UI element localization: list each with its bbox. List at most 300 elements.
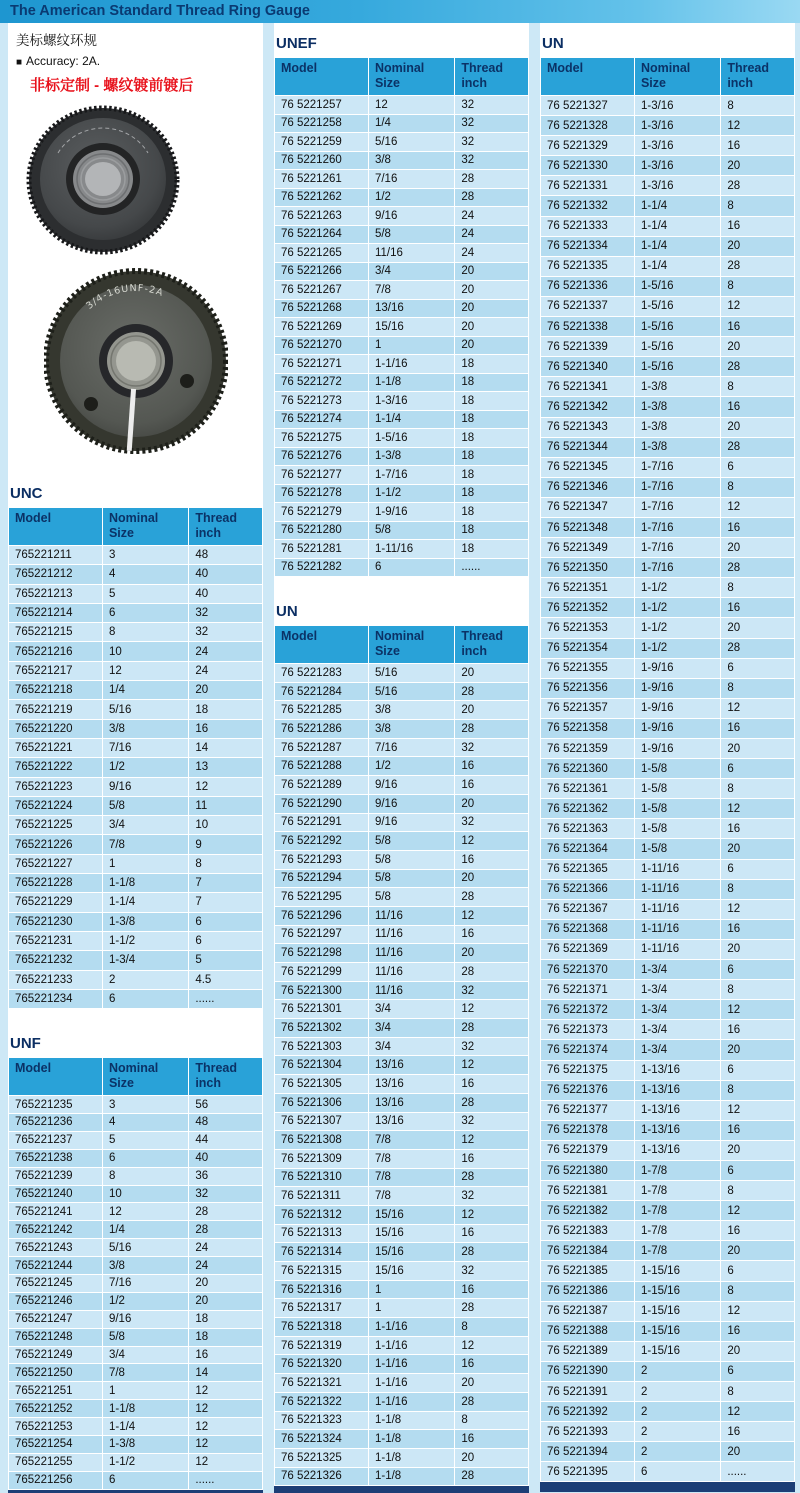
model-cell: 76 5221349 <box>541 538 635 558</box>
thread-cell: 20 <box>721 1341 795 1361</box>
model-cell: 76 5221287 <box>275 738 369 757</box>
section-label-unef: UNEF <box>274 23 529 57</box>
thread-cell: 28 <box>455 720 529 739</box>
nominal-size-cell: 1-3/4 <box>634 980 720 1000</box>
nominal-size-cell: 1 <box>368 336 454 355</box>
table-row <box>275 1318 529 1337</box>
table-row <box>275 1262 529 1281</box>
nominal-size-cell: 15/16 <box>368 1205 454 1224</box>
model-cell: 765221221 <box>9 738 103 757</box>
table-row <box>9 1149 263 1167</box>
nominal-size-cell: 13/16 <box>368 1112 454 1131</box>
table-row <box>275 1355 529 1374</box>
model-cell: 76 5221384 <box>541 1241 635 1261</box>
model-cell: 76 5221355 <box>541 658 635 678</box>
header-row <box>275 626 529 664</box>
nominal-size-cell: 3/8 <box>368 151 454 170</box>
table-row <box>275 392 529 411</box>
model-cell: 76 5221356 <box>541 678 635 698</box>
nominal-size-cell: 15/16 <box>368 1243 454 1262</box>
nominal-size-cell: 1-3/16 <box>634 96 720 116</box>
model-cell: 76 5221258 <box>275 114 369 133</box>
nominal-size-cell: 13/16 <box>368 1093 454 1112</box>
thread-cell: 16 <box>721 919 795 939</box>
nominal-size-cell: 1-1/4 <box>634 256 720 276</box>
table-row <box>541 658 795 678</box>
table-row <box>275 1149 529 1168</box>
nominal-size-cell: 15/16 <box>368 318 454 337</box>
table-row <box>275 373 529 392</box>
model-cell: 76 5221273 <box>275 392 369 411</box>
model-cell: 765221242 <box>9 1221 103 1239</box>
model-cell: 765221225 <box>9 816 103 835</box>
model-cell: 765221229 <box>9 893 103 912</box>
thread-cell: 8 <box>721 779 795 799</box>
thread-cell: 20 <box>721 156 795 176</box>
nominal-size-cell: 1-1/4 <box>634 236 720 256</box>
model-cell: 76 5221371 <box>541 980 635 1000</box>
model-cell: 76 5221309 <box>275 1149 369 1168</box>
thread-cell: 20 <box>455 281 529 300</box>
thread-cell: 16 <box>189 1346 263 1364</box>
thread-cell: 12 <box>189 1400 263 1418</box>
model-cell: 76 5221323 <box>275 1411 369 1430</box>
thread-cell: 6 <box>721 960 795 980</box>
model-cell: 76 5221375 <box>541 1060 635 1080</box>
thread-cell: 7 <box>189 893 263 912</box>
thread-cell: 16 <box>721 598 795 618</box>
model-cell: 765221246 <box>9 1292 103 1310</box>
table-row <box>541 558 795 578</box>
table-row <box>275 355 529 374</box>
model-cell: 76 5221262 <box>275 188 369 207</box>
model-cell: 76 5221395 <box>541 1462 635 1482</box>
thread-cell: 12 <box>455 906 529 925</box>
nominal-size-cell: 11/16 <box>368 981 454 1000</box>
table-row <box>9 1382 263 1400</box>
table-row <box>541 1140 795 1160</box>
nominal-size-cell: 7/8 <box>368 1187 454 1206</box>
thread-cell: 48 <box>189 546 263 565</box>
thread-cell: 18 <box>455 392 529 411</box>
nominal-size-cell: 1-9/16 <box>368 503 454 522</box>
nominal-size-cell: 7/8 <box>102 835 188 854</box>
model-cell: 76 5221300 <box>275 981 369 1000</box>
thread-cell: 7 <box>189 874 263 893</box>
table-row <box>275 207 529 226</box>
model-cell: 76 5221364 <box>541 839 635 859</box>
nominal-size-cell: 6 <box>102 1149 188 1167</box>
nominal-size-cell: 1-7/8 <box>634 1181 720 1201</box>
nominal-size-cell: 1-15/16 <box>634 1341 720 1361</box>
nominal-size-cell: 6 <box>102 603 188 622</box>
model-cell: 76 5221378 <box>541 1120 635 1140</box>
model-cell: 76 5221390 <box>541 1361 635 1381</box>
table-row <box>9 1364 263 1382</box>
column-header: Model <box>541 58 635 96</box>
table-row <box>541 799 795 819</box>
model-cell: 76 5221328 <box>541 116 635 136</box>
table-row <box>275 170 529 189</box>
model-cell: 765221216 <box>9 642 103 661</box>
thread-cell: 32 <box>455 981 529 1000</box>
table-row <box>541 819 795 839</box>
model-cell: 76 5221285 <box>275 701 369 720</box>
nominal-size-cell: 1-3/16 <box>634 176 720 196</box>
model-cell: 765221245 <box>9 1275 103 1293</box>
table-row <box>541 1301 795 1321</box>
table-row <box>275 925 529 944</box>
table-row <box>275 963 529 982</box>
thread-cell: 8 <box>721 879 795 899</box>
model-cell: 76 5221380 <box>541 1160 635 1180</box>
nominal-size-cell: 3/4 <box>368 262 454 281</box>
table-row <box>275 682 529 701</box>
model-cell: 76 5221369 <box>541 939 635 959</box>
model-cell: 76 5221290 <box>275 794 369 813</box>
nominal-size-cell: 5 <box>102 1131 188 1149</box>
thread-cell: 18 <box>455 410 529 429</box>
table-row <box>9 989 263 1008</box>
thread-cell: 48 <box>189 1114 263 1132</box>
table-row <box>541 116 795 136</box>
nominal-size-cell: 3/8 <box>368 701 454 720</box>
nominal-size-cell: 1-5/16 <box>634 276 720 296</box>
model-cell: 76 5221297 <box>275 925 369 944</box>
model-cell: 76 5221392 <box>541 1402 635 1422</box>
nominal-size-cell: 1/2 <box>102 1292 188 1310</box>
table-row <box>541 477 795 497</box>
nominal-size-cell: 7/16 <box>368 738 454 757</box>
model-cell: 76 5221334 <box>541 236 635 256</box>
model-cell: 765221244 <box>9 1257 103 1275</box>
thread-cell: ...... <box>189 989 263 1008</box>
thread-cell: 16 <box>455 1355 529 1374</box>
column-header: Thread inch <box>189 1058 263 1096</box>
thread-cell: 18 <box>455 447 529 466</box>
thread-cell: 20 <box>721 1140 795 1160</box>
table-row <box>541 1221 795 1241</box>
model-cell: 76 5221365 <box>541 859 635 879</box>
header-row <box>541 58 795 96</box>
model-cell: 765221232 <box>9 951 103 970</box>
nominal-size-cell: 13/16 <box>368 299 454 318</box>
thread-cell: 28 <box>455 1093 529 1112</box>
model-cell: 76 5221327 <box>541 96 635 116</box>
nominal-size-cell: 1-1/8 <box>102 1400 188 1418</box>
nominal-size-cell: 11/16 <box>368 906 454 925</box>
model-cell: 76 5221377 <box>541 1100 635 1120</box>
model-cell: 76 5221326 <box>275 1467 369 1486</box>
thread-cell: 20 <box>455 299 529 318</box>
nominal-size-cell: 1-1/4 <box>102 1418 188 1436</box>
model-cell: 765221241 <box>9 1203 103 1221</box>
nominal-size-cell: 1-3/4 <box>102 951 188 970</box>
table-row <box>9 681 263 700</box>
nominal-size-cell: 1-15/16 <box>634 1321 720 1341</box>
thread-cell: 14 <box>189 1364 263 1382</box>
thread-cell: 16 <box>455 850 529 869</box>
nominal-size-cell: 1-1/8 <box>368 1411 454 1430</box>
model-cell: 76 5221264 <box>275 225 369 244</box>
thread-cell: 20 <box>721 1442 795 1462</box>
thread-cell: 16 <box>721 517 795 537</box>
thread-cell: 40 <box>189 565 263 584</box>
table-row <box>275 540 529 559</box>
thread-cell: 32 <box>455 1262 529 1281</box>
unf-table <box>8 1057 263 1490</box>
nominal-size-cell: 1-9/16 <box>634 658 720 678</box>
custom-order-note: 非标定制 - 螺纹镀前镀后 <box>30 77 194 94</box>
model-cell: 76 5221270 <box>275 336 369 355</box>
model-cell: 76 5221302 <box>275 1019 369 1038</box>
model-cell: 76 5221388 <box>541 1321 635 1341</box>
nominal-size-cell: 1-3/16 <box>368 392 454 411</box>
thread-cell: 32 <box>189 1185 263 1203</box>
table-row <box>541 357 795 377</box>
thread-cell: 20 <box>455 318 529 337</box>
model-cell: 76 5221310 <box>275 1168 369 1187</box>
table-row <box>275 1448 529 1467</box>
nominal-size-cell: 1-7/16 <box>634 457 720 477</box>
nominal-size-cell: 1-7/16 <box>634 477 720 497</box>
nominal-size-cell: 1/2 <box>368 757 454 776</box>
nominal-size-cell: 1-7/8 <box>634 1241 720 1261</box>
thread-cell: 6 <box>721 759 795 779</box>
thread-cell: 20 <box>189 681 263 700</box>
nominal-size-cell: 1-7/16 <box>634 538 720 558</box>
table-row <box>9 1185 263 1203</box>
table-row <box>275 503 529 522</box>
model-cell: 765221220 <box>9 719 103 738</box>
info-panel <box>8 23 263 479</box>
nominal-size-cell: 5/8 <box>368 225 454 244</box>
model-cell: 76 5221305 <box>275 1075 369 1094</box>
nominal-size-cell: 1-7/16 <box>368 466 454 485</box>
nominal-size-cell: 2 <box>634 1442 720 1462</box>
nominal-size-cell: 1-11/16 <box>634 879 720 899</box>
nominal-size-cell: 12 <box>102 1203 188 1221</box>
nominal-size-cell: 1-3/4 <box>634 1020 720 1040</box>
nominal-size-cell: 1-3/16 <box>634 156 720 176</box>
nominal-size-cell: 1-3/8 <box>634 437 720 457</box>
thread-cell: 20 <box>189 1275 263 1293</box>
thread-cell: 24 <box>189 661 263 680</box>
thread-cell: 8 <box>721 1181 795 1201</box>
thread-cell: 8 <box>455 1318 529 1337</box>
model-cell: 765221247 <box>9 1310 103 1328</box>
model-cell: 76 5221295 <box>275 888 369 907</box>
table-row <box>541 618 795 638</box>
model-cell: 76 5221277 <box>275 466 369 485</box>
model-cell: 76 5221337 <box>541 296 635 316</box>
model-cell: 765221250 <box>9 1364 103 1382</box>
model-cell: 76 5221336 <box>541 276 635 296</box>
column-header: Thread inch <box>455 58 529 96</box>
table-row <box>275 664 529 683</box>
thread-cell: 12 <box>721 799 795 819</box>
thread-cell: 28 <box>455 1299 529 1318</box>
table-row <box>541 256 795 276</box>
model-cell: 76 5221313 <box>275 1224 369 1243</box>
nominal-size-cell: 3/8 <box>102 1257 188 1275</box>
model-cell: 765221234 <box>9 989 103 1008</box>
thread-cell: 24 <box>455 207 529 226</box>
table-row <box>541 497 795 517</box>
thread-cell: 20 <box>455 336 529 355</box>
thread-cell: 20 <box>721 739 795 759</box>
table-row <box>541 939 795 959</box>
table-row <box>9 1400 263 1418</box>
thread-cell: 12 <box>455 1336 529 1355</box>
model-cell: 76 5221335 <box>541 256 635 276</box>
table-row <box>275 558 529 577</box>
table-row <box>541 156 795 176</box>
thread-cell: 18 <box>189 1310 263 1328</box>
thread-cell: 28 <box>455 1392 529 1411</box>
nominal-size-cell: 6 <box>368 558 454 577</box>
model-cell: 76 5221368 <box>541 919 635 939</box>
thread-cell: 32 <box>189 623 263 642</box>
thread-cell: 28 <box>721 558 795 578</box>
model-cell: 76 5221359 <box>541 739 635 759</box>
table-row <box>9 1096 263 1114</box>
model-cell: 765221240 <box>9 1185 103 1203</box>
model-cell: 76 5221259 <box>275 133 369 152</box>
model-cell: 765221243 <box>9 1239 103 1257</box>
nominal-size-cell: 1-11/16 <box>368 540 454 559</box>
thread-cell: 18 <box>455 373 529 392</box>
thread-cell: 10 <box>189 816 263 835</box>
thread-cell: 12 <box>455 832 529 851</box>
table-row <box>9 565 263 584</box>
model-cell: 76 5221321 <box>275 1374 369 1393</box>
nominal-size-cell: 13/16 <box>368 1075 454 1094</box>
model-cell: 76 5221381 <box>541 1181 635 1201</box>
thread-cell: 28 <box>455 963 529 982</box>
nominal-size-cell: 1/2 <box>368 188 454 207</box>
table-row <box>9 1328 263 1346</box>
table-row <box>275 225 529 244</box>
nominal-size-cell: 10 <box>102 642 188 661</box>
thread-cell: 20 <box>189 1292 263 1310</box>
nominal-size-cell: 1/4 <box>102 1221 188 1239</box>
table-row <box>541 759 795 779</box>
gauge-engraving-text: 3/4-16UNF-2A <box>84 282 166 312</box>
model-cell: 76 5221358 <box>541 718 635 738</box>
thread-cell: 20 <box>455 1374 529 1393</box>
table-row <box>275 1299 529 1318</box>
table-row <box>275 1000 529 1019</box>
thread-cell: 18 <box>455 540 529 559</box>
table-row <box>541 678 795 698</box>
nominal-size-cell: 1/4 <box>102 681 188 700</box>
table-row <box>275 757 529 776</box>
ring-gauge-photo-2 <box>44 263 228 459</box>
content-area <box>0 23 800 1493</box>
thread-cell: 16 <box>721 819 795 839</box>
thread-cell: 12 <box>189 1382 263 1400</box>
model-cell: 76 5221366 <box>541 879 635 899</box>
table-row <box>9 777 263 796</box>
thread-cell: 28 <box>455 1019 529 1038</box>
thread-cell: 8 <box>721 377 795 397</box>
nominal-size-cell: 7/8 <box>368 1149 454 1168</box>
model-cell: 76 5221275 <box>275 429 369 448</box>
thread-cell: 28 <box>455 188 529 207</box>
model-cell: 76 5221338 <box>541 317 635 337</box>
model-cell: 76 5221261 <box>275 170 369 189</box>
thread-cell: 16 <box>189 719 263 738</box>
nominal-size-cell: 7/8 <box>368 281 454 300</box>
model-cell: 76 5221343 <box>541 417 635 437</box>
table-row <box>9 854 263 873</box>
model-cell: 76 5221286 <box>275 720 369 739</box>
nominal-size-cell: 2 <box>634 1361 720 1381</box>
table-row <box>541 698 795 718</box>
model-cell: 76 5221386 <box>541 1281 635 1301</box>
nominal-size-cell: 1-1/16 <box>368 1392 454 1411</box>
nominal-size-cell: 3/4 <box>368 1019 454 1038</box>
nominal-size-cell: 1-1/4 <box>634 196 720 216</box>
nominal-size-cell: 1-11/16 <box>634 859 720 879</box>
table-row <box>275 1056 529 1075</box>
table-row <box>9 1203 263 1221</box>
nominal-size-cell: 1-3/8 <box>634 417 720 437</box>
nominal-size-cell: 5/8 <box>368 832 454 851</box>
table-row <box>275 447 529 466</box>
nominal-size-cell: 1-1/16 <box>368 1374 454 1393</box>
nominal-size-cell: 2 <box>102 970 188 989</box>
nominal-size-cell: 6 <box>634 1462 720 1482</box>
nominal-size-cell: 1-9/16 <box>634 698 720 718</box>
nominal-size-cell: 6 <box>102 1471 188 1489</box>
table-row <box>541 1201 795 1221</box>
model-cell: 765221227 <box>9 854 103 873</box>
model-cell: 76 5221284 <box>275 682 369 701</box>
model-cell: 76 5221374 <box>541 1040 635 1060</box>
table-row <box>541 136 795 156</box>
table-row <box>541 919 795 939</box>
model-cell: 76 5221379 <box>541 1140 635 1160</box>
thread-cell: 28 <box>721 437 795 457</box>
thread-cell: 6 <box>721 1261 795 1281</box>
nominal-size-cell: 11/16 <box>368 244 454 263</box>
nominal-size-cell: 1-15/16 <box>634 1281 720 1301</box>
thread-cell: 28 <box>455 1243 529 1262</box>
nominal-size-cell: 1 <box>368 1280 454 1299</box>
nominal-size-cell: 1-3/8 <box>102 912 188 931</box>
nominal-size-cell: 1-1/16 <box>368 355 454 374</box>
table-row <box>541 1020 795 1040</box>
table-row <box>9 700 263 719</box>
model-cell: 765221239 <box>9 1167 103 1185</box>
nominal-size-cell: 1-3/8 <box>102 1436 188 1454</box>
model-cell: 765221214 <box>9 603 103 622</box>
nominal-size-cell: 1-9/16 <box>634 718 720 738</box>
table-row <box>541 176 795 196</box>
model-cell: 76 5221382 <box>541 1201 635 1221</box>
nominal-size-cell: 1-3/4 <box>634 960 720 980</box>
accuracy-note <box>16 54 255 68</box>
model-cell: 76 5221389 <box>541 1341 635 1361</box>
nominal-size-cell: 1-5/16 <box>634 296 720 316</box>
thread-cell: 32 <box>455 1037 529 1056</box>
nominal-size-cell: 1-5/8 <box>634 839 720 859</box>
thread-cell: 8 <box>721 276 795 296</box>
model-cell: 765221249 <box>9 1346 103 1364</box>
table-row <box>541 598 795 618</box>
